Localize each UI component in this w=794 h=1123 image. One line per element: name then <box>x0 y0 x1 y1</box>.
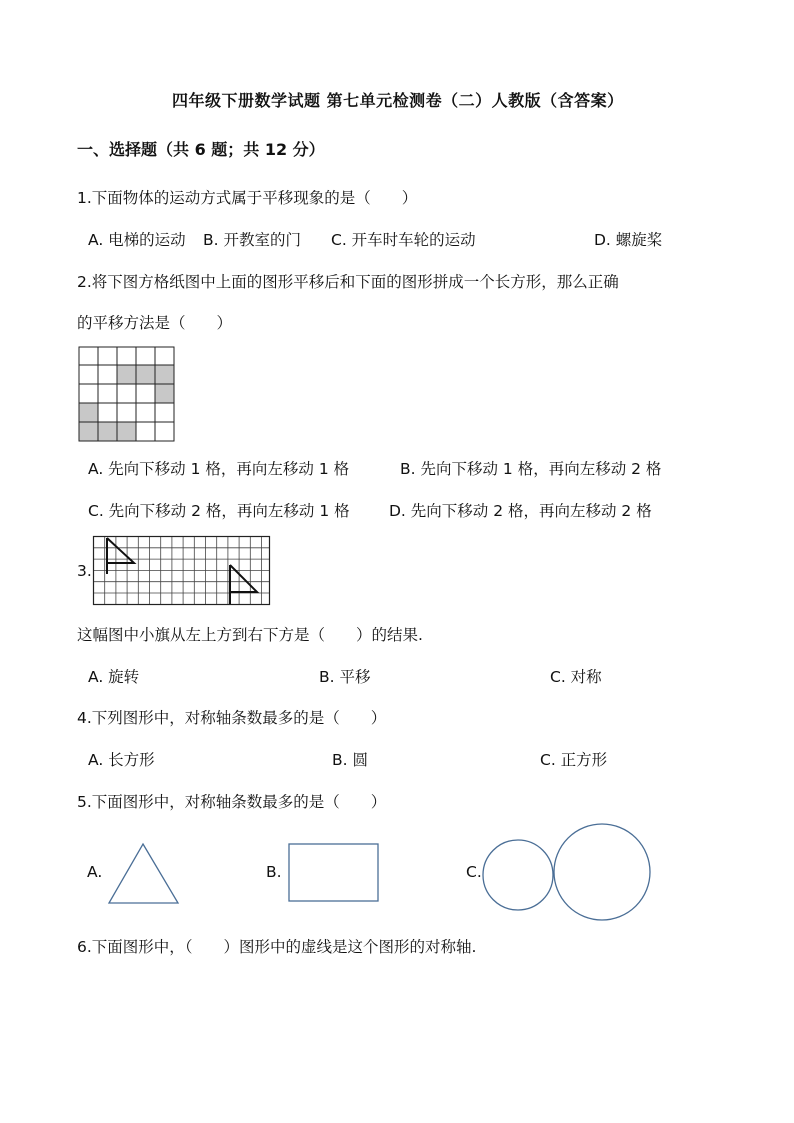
question-1-option-d: D. 螺旋桨 <box>594 231 663 249</box>
question-3-flag-grid-figure <box>93 536 271 606</box>
question-3-option-b: B. 平移 <box>319 668 371 686</box>
question-6-stem: 6.下面图形中，（ ）图形中的虚线是这个图形的对称轴. <box>77 938 477 956</box>
question-3-number: 3. <box>77 562 92 580</box>
question-1-option-a: A. 电梯的运动 <box>88 231 186 249</box>
question-5-option-a-label: A. <box>87 863 103 881</box>
question-4-stem: 4.下列图形中，对称轴条数最多的是（ ） <box>77 709 387 727</box>
flag-top-left <box>107 538 134 574</box>
question-1-stem: 1.下面物体的运动方式属于平移现象的是（ ） <box>77 189 418 207</box>
question-2-option-a: A. 先向下移动 1 格，再向左移动 1 格 <box>88 460 350 478</box>
question-3-option-a: A. 旋转 <box>88 668 140 686</box>
question-4-option-a: A. 长方形 <box>88 751 155 769</box>
question-3-stem: 这幅图中小旗从左上方到右下方是（ ）的结果. <box>77 626 423 644</box>
question-2-grid-figure <box>78 346 176 443</box>
question-4-option-c: C. 正方形 <box>540 751 608 769</box>
triangle-shape <box>108 843 180 905</box>
question-3-option-c: C. 对称 <box>550 668 602 686</box>
section-heading: 一、选择题（共 6 题；共 12 分） <box>77 140 325 159</box>
question-5-option-c-label: C. <box>466 863 482 881</box>
two-circles-shape <box>482 823 654 923</box>
question-2-option-d: D. 先向下移动 2 格，再向左移动 2 格 <box>389 502 652 520</box>
question-4-option-b: B. 圆 <box>332 751 368 769</box>
question-5-option-b-label: B. <box>266 863 282 881</box>
rectangle-shape <box>288 843 380 903</box>
question-2-stem-line1: 2.将下图方格纸图中上面的图形平移后和下面的图形拼成一个长方形，那么正确 <box>77 273 619 291</box>
question-2-option-c: C. 先向下移动 2 格，再向左移动 1 格 <box>88 502 350 520</box>
flag-bottom-right <box>230 565 257 604</box>
page-title: 四年级下册数学试题 第七单元检测卷（二）人教版（含答案） <box>172 91 624 110</box>
question-1-option-b: B. 开教室的门 <box>203 231 301 249</box>
question-2-stem-line2: 的平移方法是（ ） <box>77 314 233 332</box>
question-5-stem: 5.下面图形中，对称轴条数最多的是（ ） <box>77 793 387 811</box>
question-2-option-b: B. 先向下移动 1 格，再向左移动 2 格 <box>400 460 662 478</box>
question-1-option-c: C. 开车时车轮的运动 <box>331 231 476 249</box>
